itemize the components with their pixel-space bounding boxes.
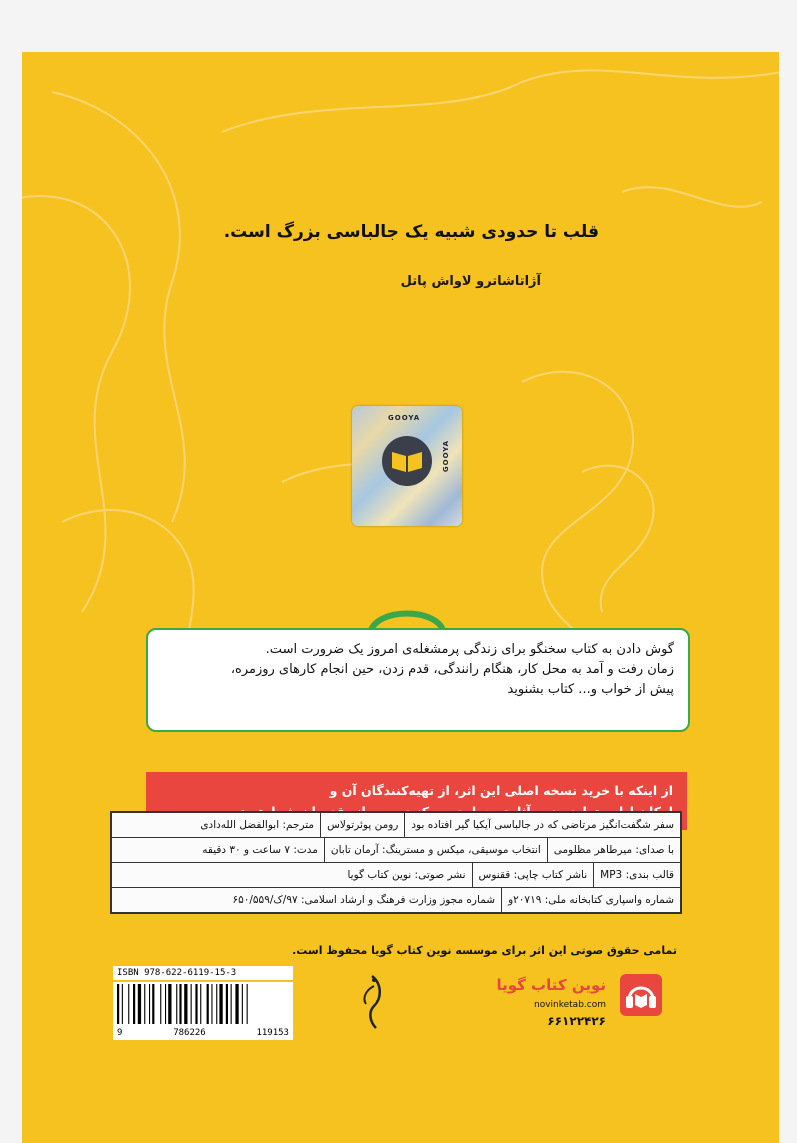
hologram-brand-side: GOOYA: [442, 439, 451, 473]
copyright-notice: تمامی حقوق صوتی این اثر برای موسسه نوین کتاب گویا محفوظ است.: [292, 944, 677, 957]
hologram-brand-top: GOOYA: [388, 414, 421, 422]
book-icon: [390, 448, 424, 474]
novin-website: novinketab.com: [533, 1000, 606, 1010]
author-cell: رومن پوئرتولاس: [320, 813, 404, 837]
cover-quote: قلب تا حدودی شبیه یک جالباسی بزرگ است.: [223, 222, 599, 242]
novin-phone: ۶۶۱۲۲۴۲۶: [547, 1014, 606, 1028]
audiobook-line: گوش دادن به کتاب سخنگو برای زندگی پرمشغله‌ی امروز یک ضرورت است.: [265, 642, 674, 657]
audiobook-line: زمان رفت و آمد به محل کار، هنگام رانندگی، قدم زدن، حین انجام کارهای روزمره،: [230, 662, 674, 677]
thank-you-line: از اینکه با خرید نسخه اصلی این اثر، از تهیه‌کنندگان آن و: [329, 783, 673, 798]
table-row: [112, 863, 680, 888]
table-row: [112, 838, 680, 863]
audiobook-message: [154, 640, 674, 700]
isbn-digits: [113, 1026, 293, 1040]
isbn-barcode: [113, 966, 293, 1036]
print-publisher-cell: ناشر کتاب چاپی: ققنوس: [472, 863, 594, 887]
music-cell: انتخاب موسیقی، میکس و مسترینگ: آرمان تابان: [324, 838, 547, 862]
duration-cell: مدت: ۷ ساعت و ۳۰ دقیقه: [202, 844, 318, 856]
novin-brand-name: نوین کتاب گویا: [496, 976, 606, 994]
audiobook-message-box: [146, 628, 690, 732]
table-row: [112, 888, 680, 912]
audio-publisher-cell: نشر صوتی: نوین کتاب گویا: [347, 869, 466, 881]
table-row: [112, 813, 680, 838]
library-number-cell: شماره واسپاری کتابخانه ملی: ۲۰۷۱۹و: [501, 888, 680, 912]
book-headphone-icon: [620, 974, 662, 1016]
bird-icon: [352, 972, 392, 1032]
format-cell: قالب بندی: MP3: [593, 863, 680, 887]
isbn-digit-group: 9: [117, 1028, 123, 1038]
book-title-cell: سفر شگفت‌انگیز مرتاضی که در جالباسی آیکیا گیر افتاده بود: [404, 813, 680, 837]
audiobook-line: پیش از خواب و... کتاب بشنوید: [507, 682, 674, 697]
translator-cell: مترجم: ابوالفضل الله‌دادی: [200, 819, 315, 831]
author-name: آژاتاشاترو لاواش پاتل: [400, 274, 541, 289]
narrator-cell: با صدای: میرطاهر مظلومی: [547, 838, 680, 862]
barcode-icon: [113, 982, 293, 1026]
isbn-digit-group: 119153: [256, 1028, 289, 1038]
hologram-sticker: [352, 406, 462, 526]
isbn-digit-group: 786226: [173, 1028, 206, 1038]
credits-table: [110, 811, 682, 914]
license-number-cell: شماره مجوز وزارت فرهنگ و ارشاد اسلامی: ۹۷/ک/۶۵۰/۵۵۹: [232, 894, 496, 906]
novin-ketab-logo: [496, 974, 650, 1040]
isbn-label: ISBN 978-622-6119-15-3: [113, 966, 293, 980]
